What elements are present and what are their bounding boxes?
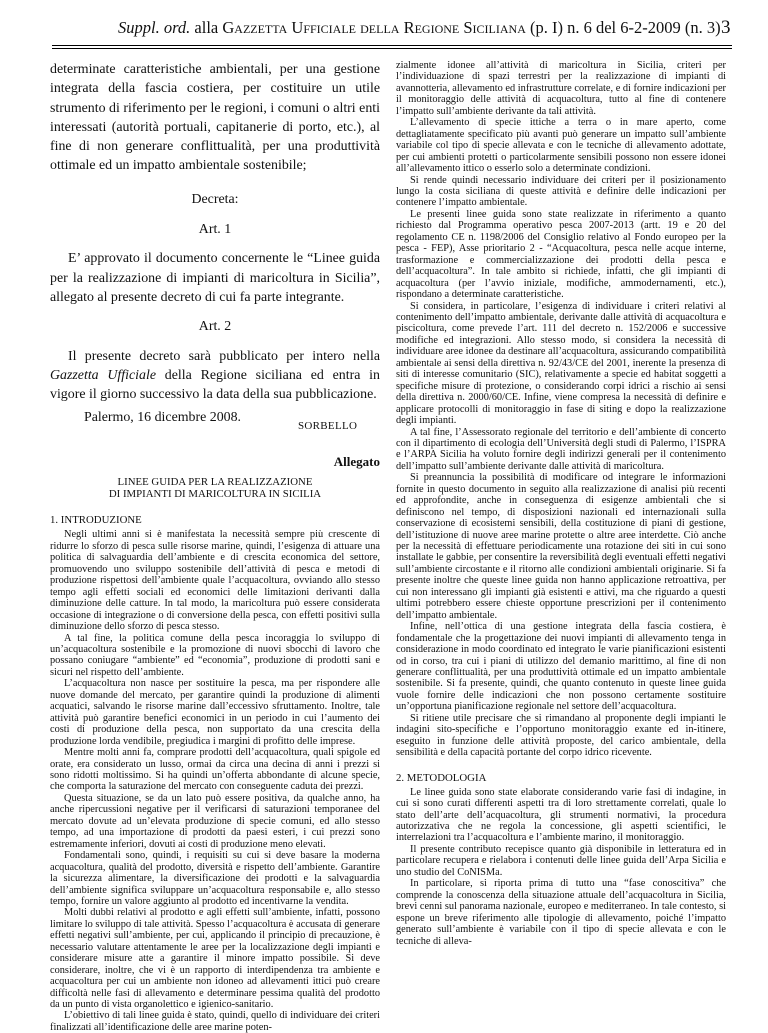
body-paragraph: L’acquacoltura non nasce per sostituire la pesca, ma per rispondere alle nuove domande del mercato, per garantire quindi la produzione di alimenti acquatici, salvando le risorse marine dall’eccessivo sfruttamento. Inoltre, tale attività può garantire benefici economici in un periodo in cui l’aumento dei costi di produzione della pesca, non supportato da una crescita della produzione lorda vendibile, pregiudica i margini di profitto delle imprese.	[50, 678, 380, 747]
signature-date: Palermo, 16 dicembre 2008.	[84, 410, 242, 426]
annex-title-line-2: DI IMPIANTI DI MARICOLTURA IN SICILIA	[108, 488, 322, 501]
signature-block	[50, 410, 380, 442]
body-paragraph: Le presenti linee guida sono state realizzate in riferimento a quanto richiesto dal Programma operativo pesca 2007-2013 (artt. 19 e 20 del regolamento CE n. 1198/2006 del Consiglio relativo al Fondo europeo per la pesca - FEP), Asse prioritario 2 - “Acquacoltura, pesca nelle acque interne, trasformazione e commercializzazione dei prodotti della pesca e dell’acquacoltura”. In tale ambito si richiede, infatti, che gli impianti di acquacoltura (per l’avvio iniziale, modifiche, ammodernamenti, etc.), rispondano a determinate caratteristiche.	[396, 208, 726, 301]
body-paragraph: Questa situazione, se da un lato può essere positiva, da qualche anno, ha anche ripercussioni negative per il verificarsi di saturazioni temporanee del mercato dovute ad un’elevata produzione di specie comuni, ed allo stesso tempo, ad una importazione di prodotti da paesi esteri, i cui prezzi sono estremamente inferiori, dovuti ai costi di produzione meno elevati.	[50, 792, 380, 850]
body-paragraph: Fondamentali sono, quindi, i requisiti su cui si deve basare la moderna acquacoltura, qualità del prodotto, diversità e rispetto dell’ambiente. Garantire la sicurezza alimentare, la diversificazione dei prodotti e la salvaguardia dell’ambiente significa sviluppare un’acquacoltura responsabile e, allo stesso tempo, fornire un valore aggiunto al prodotto ed incentivarne la vendita.	[50, 850, 380, 907]
art2-text	[50, 347, 380, 405]
header-rule-2	[52, 48, 732, 49]
art2-text-part1: Il presente decreto sarà pubblicato per intero nella	[68, 348, 380, 364]
body-paragraph: Il presente contributo recepisce quanto già disponibile in letteratura ed in particolare recupera e rielabora i contenuti delle linee guida dell’Arpa Sicilia e uno studio del CoNISMa.	[396, 843, 726, 878]
running-title	[118, 18, 721, 38]
body-paragraph: L’obiettivo di tali linee guida è stato, quindi, quello di individuare dei criteri finalizzati all’identificazione delle aree marine poten-	[50, 1010, 380, 1033]
body-paragraph: L’allevamento di specie ittiche a terra o in mare aperto, come dettagliatamente specificato più avanti può generare un impatto sull’ambiente variabile col tipo di specie allevata e con le tecniche di allevamento adottate, per cui ambienti protetti o particolarmente sensibili possono non essere idonei all’allevamento ittico o esserlo solo a determinate condizioni.	[396, 117, 726, 175]
allegato-label: Allegato	[333, 454, 380, 470]
art1-text: E’ approvato il documento concernente le “Linee guida per la realizzazione di impianti di maricoltura in Sicilia”, allegato al presente decreto di cui fa parte integrante.	[50, 251, 380, 305]
body-paragraph: A tal fine, la politica comune della pesca incoraggia lo sviluppo di un’acquacoltura sostenibile e la promozione di nuovi sbocchi di lavoro che possano coniugare “ambiente” ed “economia”, produzione di prodotti sani e sicuri nel rispetto dell’ambiente.	[50, 632, 380, 678]
left-column	[50, 60, 380, 1033]
intro-paragraph: determinate caratteristiche ambientali, per una gestione integrata della fascia costiera, per costituire un utile strumento di riferimento per le regioni, i comuni o altri enti interessati (autorità portuali, capitanerie di porto, etc.), al fine di non generare conflittualità, per una produttività ottimale ed un impatto ambientale sostenibile;	[50, 62, 380, 174]
page-number: 3	[721, 17, 731, 38]
body-paragraph: Molti dubbi relativi al prodotto e agli effetti sull’ambiente, infatti, possono limitare lo sviluppo di tale attività. Spesso l’acquacoltura è accusata di generare effetti negativi sull’ambiente, per cui, applicando il principio di precauzione, è necessario valutare attentamente le aree per la localizzazione degli impianti e considerare misure atte a garantire il minore impatto possibile. Si deve considerare, inoltre, che vi è un rapporto di interdipendenza tra ambiente e acquacoltura per cui un ambiente non idoneo ad allevamenti ittici può creare difficoltà nelle fasi di allevamento e determinare pessima qualità del prodotto da un punto di vista organolettico e igienico-sanitario.	[50, 907, 380, 1011]
art2-text-part2: della Regione siciliana ed entra in vigore il giorno successivo la data della sua pubblicazione.	[50, 367, 380, 403]
body-paragraph: Si considera, in particolare, l’esigenza di individuare i criteri relativi al contenimento dell’impatto ambientale, derivante dalle attività di acquacoltura e piscicoltura, come prevede l’art. 111 del decreto n. 152/2006 e successive modifiche ed integrazioni. Allo stesso modo, si considera la necessità di individuare aree idonee da destinare all’acquacoltura, assicurando compatibilità ambientale ai sensi della direttiva n. 92/43/CE del 2001, inerente la presenza di siti di interesse comunitario (SIC), relativamente a specie ed habitat soggetti a specifiche misure di protezione, o considerando corpi idrici a rischio ai sensi della direttiva n. 2000/60/CE. Infine, viene compresa la necessità di definire e applicare protocolli di monitoraggio in fase di siting e dopo la realizzazione degli impianti.	[396, 300, 726, 427]
body-paragraph: Si rende quindi necessario individuare dei criteri per il posizionamento lungo la costa siciliana di queste attività e definire delle indicazioni per contenere l’impatto ambientale.	[396, 174, 726, 209]
supplement-label: Suppl. ord.	[118, 18, 191, 37]
section-2-heading: 2. METODOLOGIA	[396, 771, 487, 784]
art2-title: Art. 2	[198, 319, 232, 335]
art2-text-journal: Gazzetta Ufficiale	[50, 367, 157, 383]
journal-name: Gazzetta Ufficiale della Regione Siciliana	[222, 18, 526, 37]
signature-name: SORBELLO	[298, 420, 358, 433]
art1-title: Art. 1	[198, 222, 232, 238]
decreta-heading: Decreta:	[191, 191, 239, 207]
section-1-heading: 1. INTRODUZIONE	[50, 514, 142, 527]
body-paragraph: Negli ultimi anni si è manifestata la necessità sempre più crescente di ridurre lo sforzo di pesca sulle risorse marine, quindi, l’esigenza di attuare una politica di salvaguardia dell’ambiente e di crescita economica del settore, promuovendo uno sviluppo sostenibile dell’attività di pesca e metodi di produzione rispettosi dell’ambiente quale l’acquacoltura, ovviando allo stesso tempo agli effetti sociali ed economici delle limitazioni derivanti dalla diminuzione delle catture. In tal modo, la maricoltura può essere considerata occasione di integrazione o di conversione della pesca, con effetti positivi sulla diminuzione dello sforzo di pesca stesso.	[50, 529, 380, 633]
annex-title-line-1: LINEE GUIDA PER LA REALIZZAZIONE	[117, 476, 313, 489]
body-paragraph: Mentre molti anni fa, comprare prodotti dell’acquacoltura, quali spigole ed orate, era considerato un lusso, ormai da circa una decina di anni i prezzi si sono ridotti moltissimo. Si ha quindi un’offerta abbondante di alcune specie, che comporta la saturazione del mercato con conseguente caduta dei prezzi.	[50, 747, 380, 793]
page-header	[0, 0, 768, 50]
right-column	[396, 60, 726, 990]
body-paragraph: Si preannuncia la possibilità di modificare od integrare le informazioni fornite in questo documento in seguito alla realizzazione di analisi più recenti ed approfondite, anche in conseguenza di esigenze ambientali che si definiscono nel tempo, di disposizioni nazionali ed internazionali sulla conservazione di ecosistemi sensibili, della costituzione di piani di gestione, dell’istituzione di nuove aree marine protette o altre aree interdette. Ciò anche per la necessità di effettuare periodicamente una rotazione dei siti in cui sono installate le gabbie, per consentire la reversibilità degli eventuali effetti negativi sull’ambiente circostante e il ritorno alle condizioni ambientali originarie. Si fa presente inoltre che queste linee guida non hanno applicazione retroattiva, per cui non interessano gli impianti già esistenti e attivi, ma che riguardo a questi ultimi potrebbero essere chieste opportune prescrizioni per il contenimento dell’impatto ambientale.	[396, 472, 726, 621]
body-paragraph: zialmente idonee all’attività di maricoltura in Sicilia, criteri per l’individuazione di spazi terrestri per la realizzazione di impianti di avannotteria, allevamento ed infrastrutture correlate, e di fornire indicazioni per il monitoraggio delle attività di acquacoltura, tutto al fine di contenere l’impatto sull’ambiente derivante da tali attività.	[396, 60, 726, 117]
issue-info: (p. I) n. 6 del 6-2-2009 (n. 3)	[525, 18, 721, 37]
header-rule	[52, 45, 732, 46]
body-paragraph: A tal fine, l’Assessorato regionale del territorio e dell’ambiente di concerto con il dipartimento di ecologia dell’Università degli studi di Palermo, l’ISPRA e l’ARPA Sicilia ha voluto fornire degli indirizzi generali per il contenimento dell’impatto sull’ambiente derivante dalle attività di maricoltura.	[396, 426, 726, 472]
body-paragraph: In particolare, si riporta prima di tutto una “fase conoscitiva” che comprende la conoscenza della situazione attuale dell’acquacoltura in Sicilia, brevi cenni sul panorama nazionale, europeo e mediterraneo. In tale contesto, si espone un breve riferimento alle tipologie di allevamento, poiché l’impatto generato sull’ambiente è variabile con il tipo di specie allevata e con le tecniche di alleva-	[396, 878, 726, 947]
body-paragraph: Le linee guida sono state elaborate considerando varie fasi di indagine, in cui si sono curati differenti aspetti tra di loro strettamente correlati, quale lo stato dell’arte dell’acquacoltura, gli strumenti normativi, la procedura autorizzativa che ne regola la concessione, gli aspetti scientifici, le interrelazioni tra l’acquacoltura e l’ambiente marino, il monitoraggio.	[396, 786, 726, 844]
body-paragraph: Infine, nell’ottica di una gestione integrata della fascia costiera, è fondamentale che la progettazione dei nuovi impianti di allevamento tenga in considerazione in modo coordinato ed integrato le varie pianificazioni esistenti od in corso, tra cui i piani di utilizzo del demanio marittimo, al fine di non generare conflittualità, per una produttività ottimale ed un impatto ambientale sostenibile. Si fa presente, quindi, che quanto contenuto in queste linee guida vuole fornire delle indicazioni che non possono certamente sostituire un’opportuna pianificazione regionale nel settore dell’acquacoltura.	[396, 621, 726, 713]
body-paragraph: Si ritiene utile precisare che si rimandano al proponente degli impianti le indagini sito-specifiche e l’opportuno monitoraggio exante ed in-itinere, eseguito in funzione delle attività proposte, del carico ambientale, della sensibilità e della capacità portante del corpo idrico ricevente.	[396, 712, 726, 759]
title-connector: alla	[190, 18, 223, 37]
